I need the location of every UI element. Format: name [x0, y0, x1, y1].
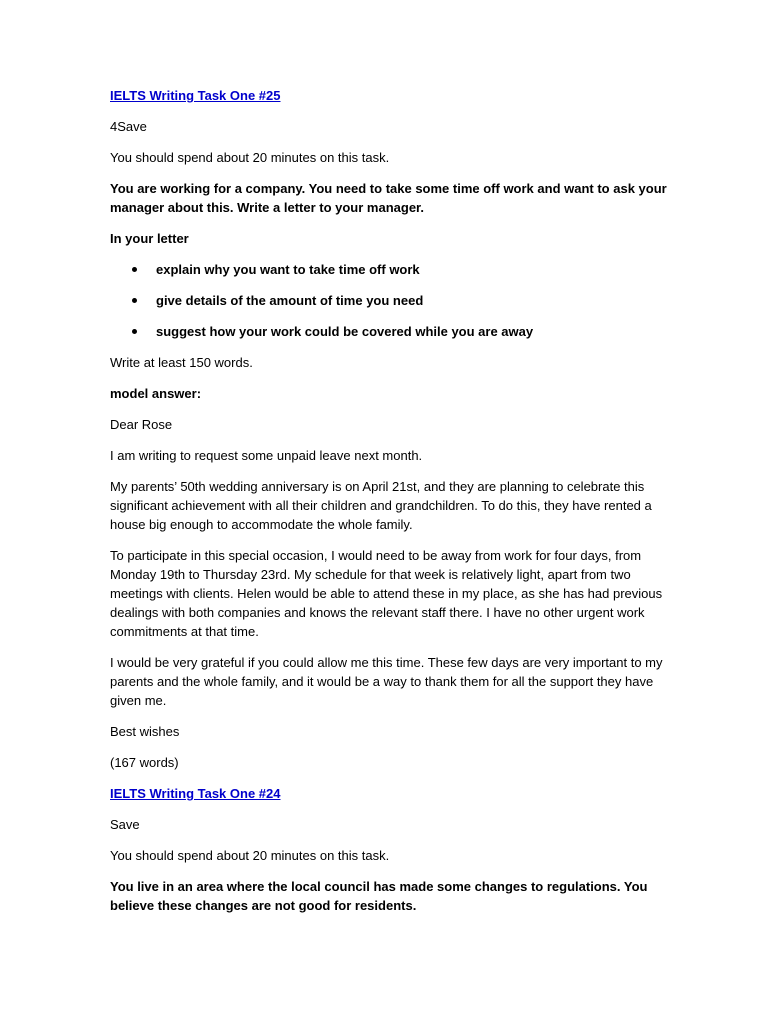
bullet-text: explain why you want to take time off work	[156, 262, 420, 277]
bullet-text: suggest how your work could be covered while you are away	[156, 324, 534, 339]
time-instruction-2: You should spend about 20 minutes on this task.	[110, 848, 390, 863]
letter-salutation: Dear Rose	[110, 417, 173, 432]
bullet-icon	[132, 298, 137, 303]
bullet-icon	[132, 329, 137, 334]
word-count: (167 words)	[110, 755, 179, 770]
letter-paragraph-3: To participate in this special occasion, I would need to be away from work for four days, from Monday 19th to Thursday 23rd. My schedule for that week is relatively light, apart from two meetings with clients. Helen would be able to attend these in my place, as she has had previous dealings with both companies and knows the relevant staff there. I have no other urgent work commitments at that time.	[110, 548, 663, 639]
list-item	[110, 322, 670, 341]
task-24-link[interactable]: IELTS Writing Task One #24	[110, 786, 281, 801]
in-your-letter-label: In your letter	[110, 231, 189, 246]
task-25-link[interactable]: IELTS Writing Task One #25	[110, 88, 281, 103]
task-prompt: You are working for a company. You need to take some time off work and want to ask your manager about this. Write a letter to your manager.	[110, 181, 667, 215]
save-label[interactable]: Save	[110, 817, 140, 832]
list-item	[110, 260, 670, 279]
letter-paragraph-4: I would be very grateful if you could allow me this time. These few days are very important to my parents and the whole family, and it would be a way to thank them for all the support they have given me.	[110, 655, 663, 708]
letter-paragraph-1: I am writing to request some unpaid leave next month.	[110, 448, 423, 463]
time-instruction: You should spend about 20 minutes on this task.	[110, 150, 390, 165]
bullet-text: give details of the amount of time you need	[156, 293, 424, 308]
save-count-label[interactable]: 4Save	[110, 119, 147, 134]
task-bullet-list	[110, 260, 670, 341]
letter-paragraph-2: My parents’ 50th wedding anniversary is on April 21st, and they are planning to celebrate this significant achievement with all their children and grandchildren. To do this, they have rented a house big enough to accommodate the whole family.	[110, 479, 652, 532]
document-page	[110, 86, 670, 927]
min-words-instruction: Write at least 150 words.	[110, 355, 253, 370]
task-prompt-2: You live in an area where the local council has made some changes to regulations. You believe these changes are not good for residents.	[110, 879, 648, 913]
list-item	[110, 291, 670, 310]
model-answer-label: model answer:	[110, 386, 202, 401]
letter-signoff: Best wishes	[110, 724, 180, 739]
bullet-icon	[132, 267, 137, 272]
